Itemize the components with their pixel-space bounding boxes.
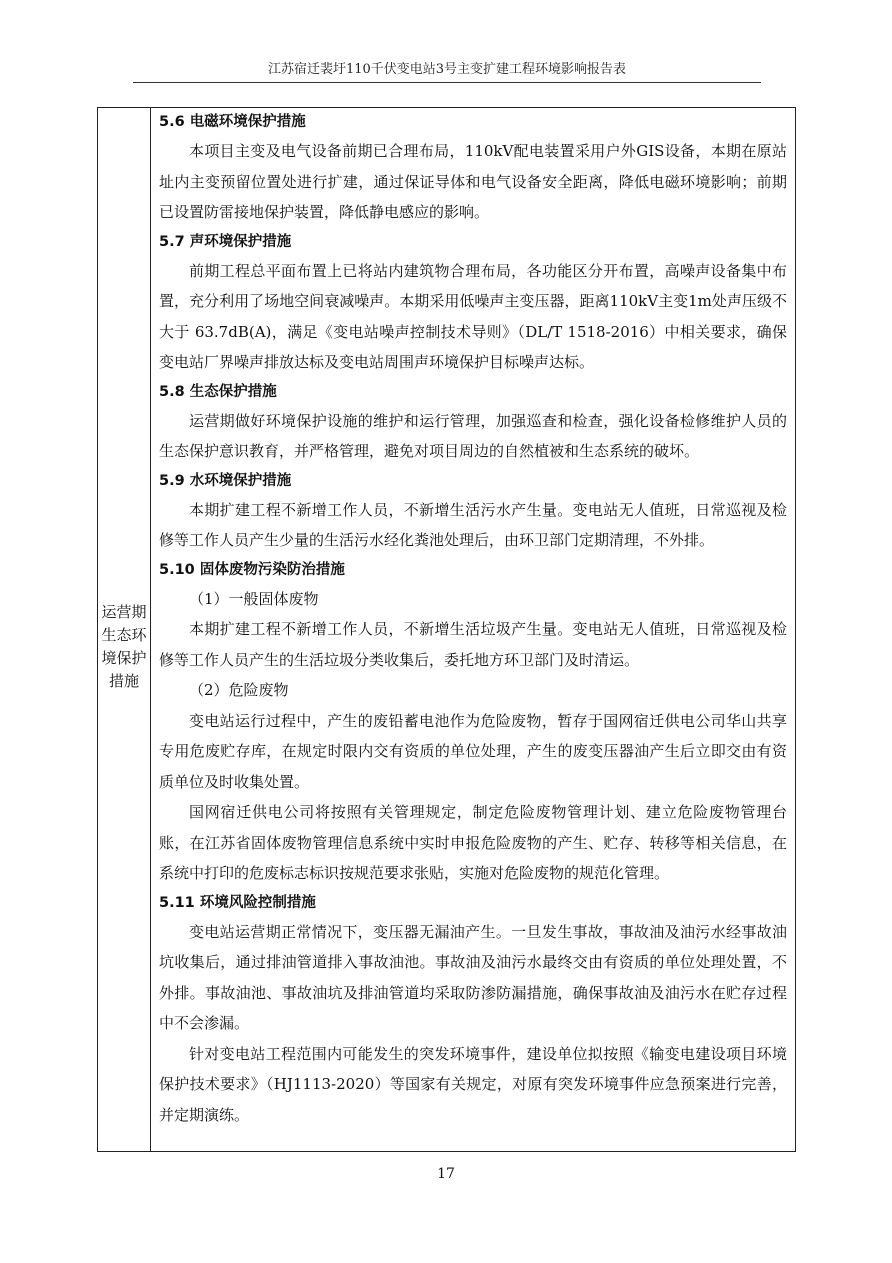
section-5-9 [159, 467, 787, 556]
row-label-line: 境保护 [101, 649, 147, 667]
section-5-10 [159, 556, 787, 889]
subheading: （2）危险废物 [189, 681, 289, 699]
paragraph: 国网宿迁供电公司将按照有关管理规定，制定危险废物管理计划、建立危险废物管理台账，在江苏省固体废物管理信息系统中实时申报危险废物的产生、贮存、转移等相关信息，在系统中打印的危废标志标识按规范要求张贴，实施对危险废物的规范化管理。 [159, 803, 787, 882]
paragraph: 本项目主变及电气设备前期已合理布局，110kV配电装置采用户外GIS设备，本期在原站址内主变预留位置处进行扩建，通过保证导体和电气设备安全距离，降低电磁环境影响；前期已设置防雷接地保护装置，降低静电感应的影响。 [159, 142, 787, 221]
row-label-line: 运营期 [101, 603, 147, 621]
section-heading: 5.11 环境风险控制措施 [159, 894, 316, 911]
section-heading: 5.8 生态保护措施 [159, 383, 277, 400]
section-5-6 [159, 108, 787, 228]
paragraph: 变电站运营期正常情况下，变压器无漏油产生。一旦发生事故，事故油及油污水经事故油坑收集后，通过排油管道排入事故油池。事故油及油污水最终交由有资质的单位处理处置，不外排。事故油池、事故油坑及排油管道均采取防渗防漏措施，确保事故油及油污水在贮存过程中不会渗漏。 [159, 922, 787, 1032]
row-label-cell [98, 108, 151, 1151]
page-header: 江苏宿迁裴圩110千伏变电站3号主变扩建工程环境影响报告表 [267, 62, 627, 77]
section-5-11 [159, 889, 787, 1131]
paragraph: 变电站运行过程中，产生的废铅蓄电池作为危险废物，暂存于国网宿迁供电公司华山共享专用危废贮存库，在规定时限内交有资质的单位处理，产生的废变压器油产生后立即交由有资质单位及时收集处置。 [159, 711, 787, 791]
row-label-line: 措施 [108, 672, 139, 690]
paragraph: 前期工程总平面布置上已将站内建筑物合理布局，各功能区分开布置，高噪声设备集中布置，充分利用了场地空间衰减噪声。本期采用低噪声主变压器，距离110kV主变1m处声压级不大于 63.7dB(A)，满足《变电站噪声控制技术导则》（DL/T 1518-2016）中相关要求，确保变电站厂界噪声排放达标及变电站周围声环境保护目标噪声达标。 [159, 261, 787, 371]
section-5-8 [159, 378, 787, 467]
section-heading: 5.6 电磁环境保护措施 [159, 114, 306, 130]
paragraph: 本期扩建工程不新增工作人员，不新增生活污水产生量。变电站无人值班，日常巡视及检修等工作人员产生少量的生活污水经化粪池处理后，由环卫部门定期清理，不外排。 [159, 500, 787, 549]
row-label-line: 生态环 [101, 626, 147, 644]
section-5-7 [159, 228, 787, 378]
section-heading: 5.9 水环境保护措施 [159, 472, 292, 489]
subheading: （1）一般固体废物 [189, 589, 319, 608]
content-table [97, 107, 796, 1152]
row-label [98, 601, 150, 693]
paragraph: 针对变电站工程范围内可能发生的突发环境事件，建设单位拟按照《输变电建设项目环境保护技术要求》（HJ1113-2020）等国家有关规定，对原有突发环境事件应急预案进行完善，并定期演练。 [159, 1044, 787, 1124]
paragraph: 运营期做好环境保护设施的维护和运行管理，加强巡查和检查，强化设备检修维护人员的生态保护意识教育，并严格管理，避免对项目周边的自然植被和生态系统的破坏。 [159, 411, 787, 460]
content-cell [159, 108, 787, 1130]
section-heading: 5.10 固体废物污染防治措施 [159, 561, 345, 578]
header-rule [133, 82, 761, 83]
paragraph: 本期扩建工程不新增工作人员，不新增生活垃圾产生量。变电站无人值班，日常巡视及检修等工作人员产生的生活垃圾分类收集后，委托地方环卫部门及时清运。 [159, 620, 787, 669]
page-number: 17 [437, 1166, 455, 1182]
section-heading: 5.7 声环境保护措施 [159, 233, 292, 250]
